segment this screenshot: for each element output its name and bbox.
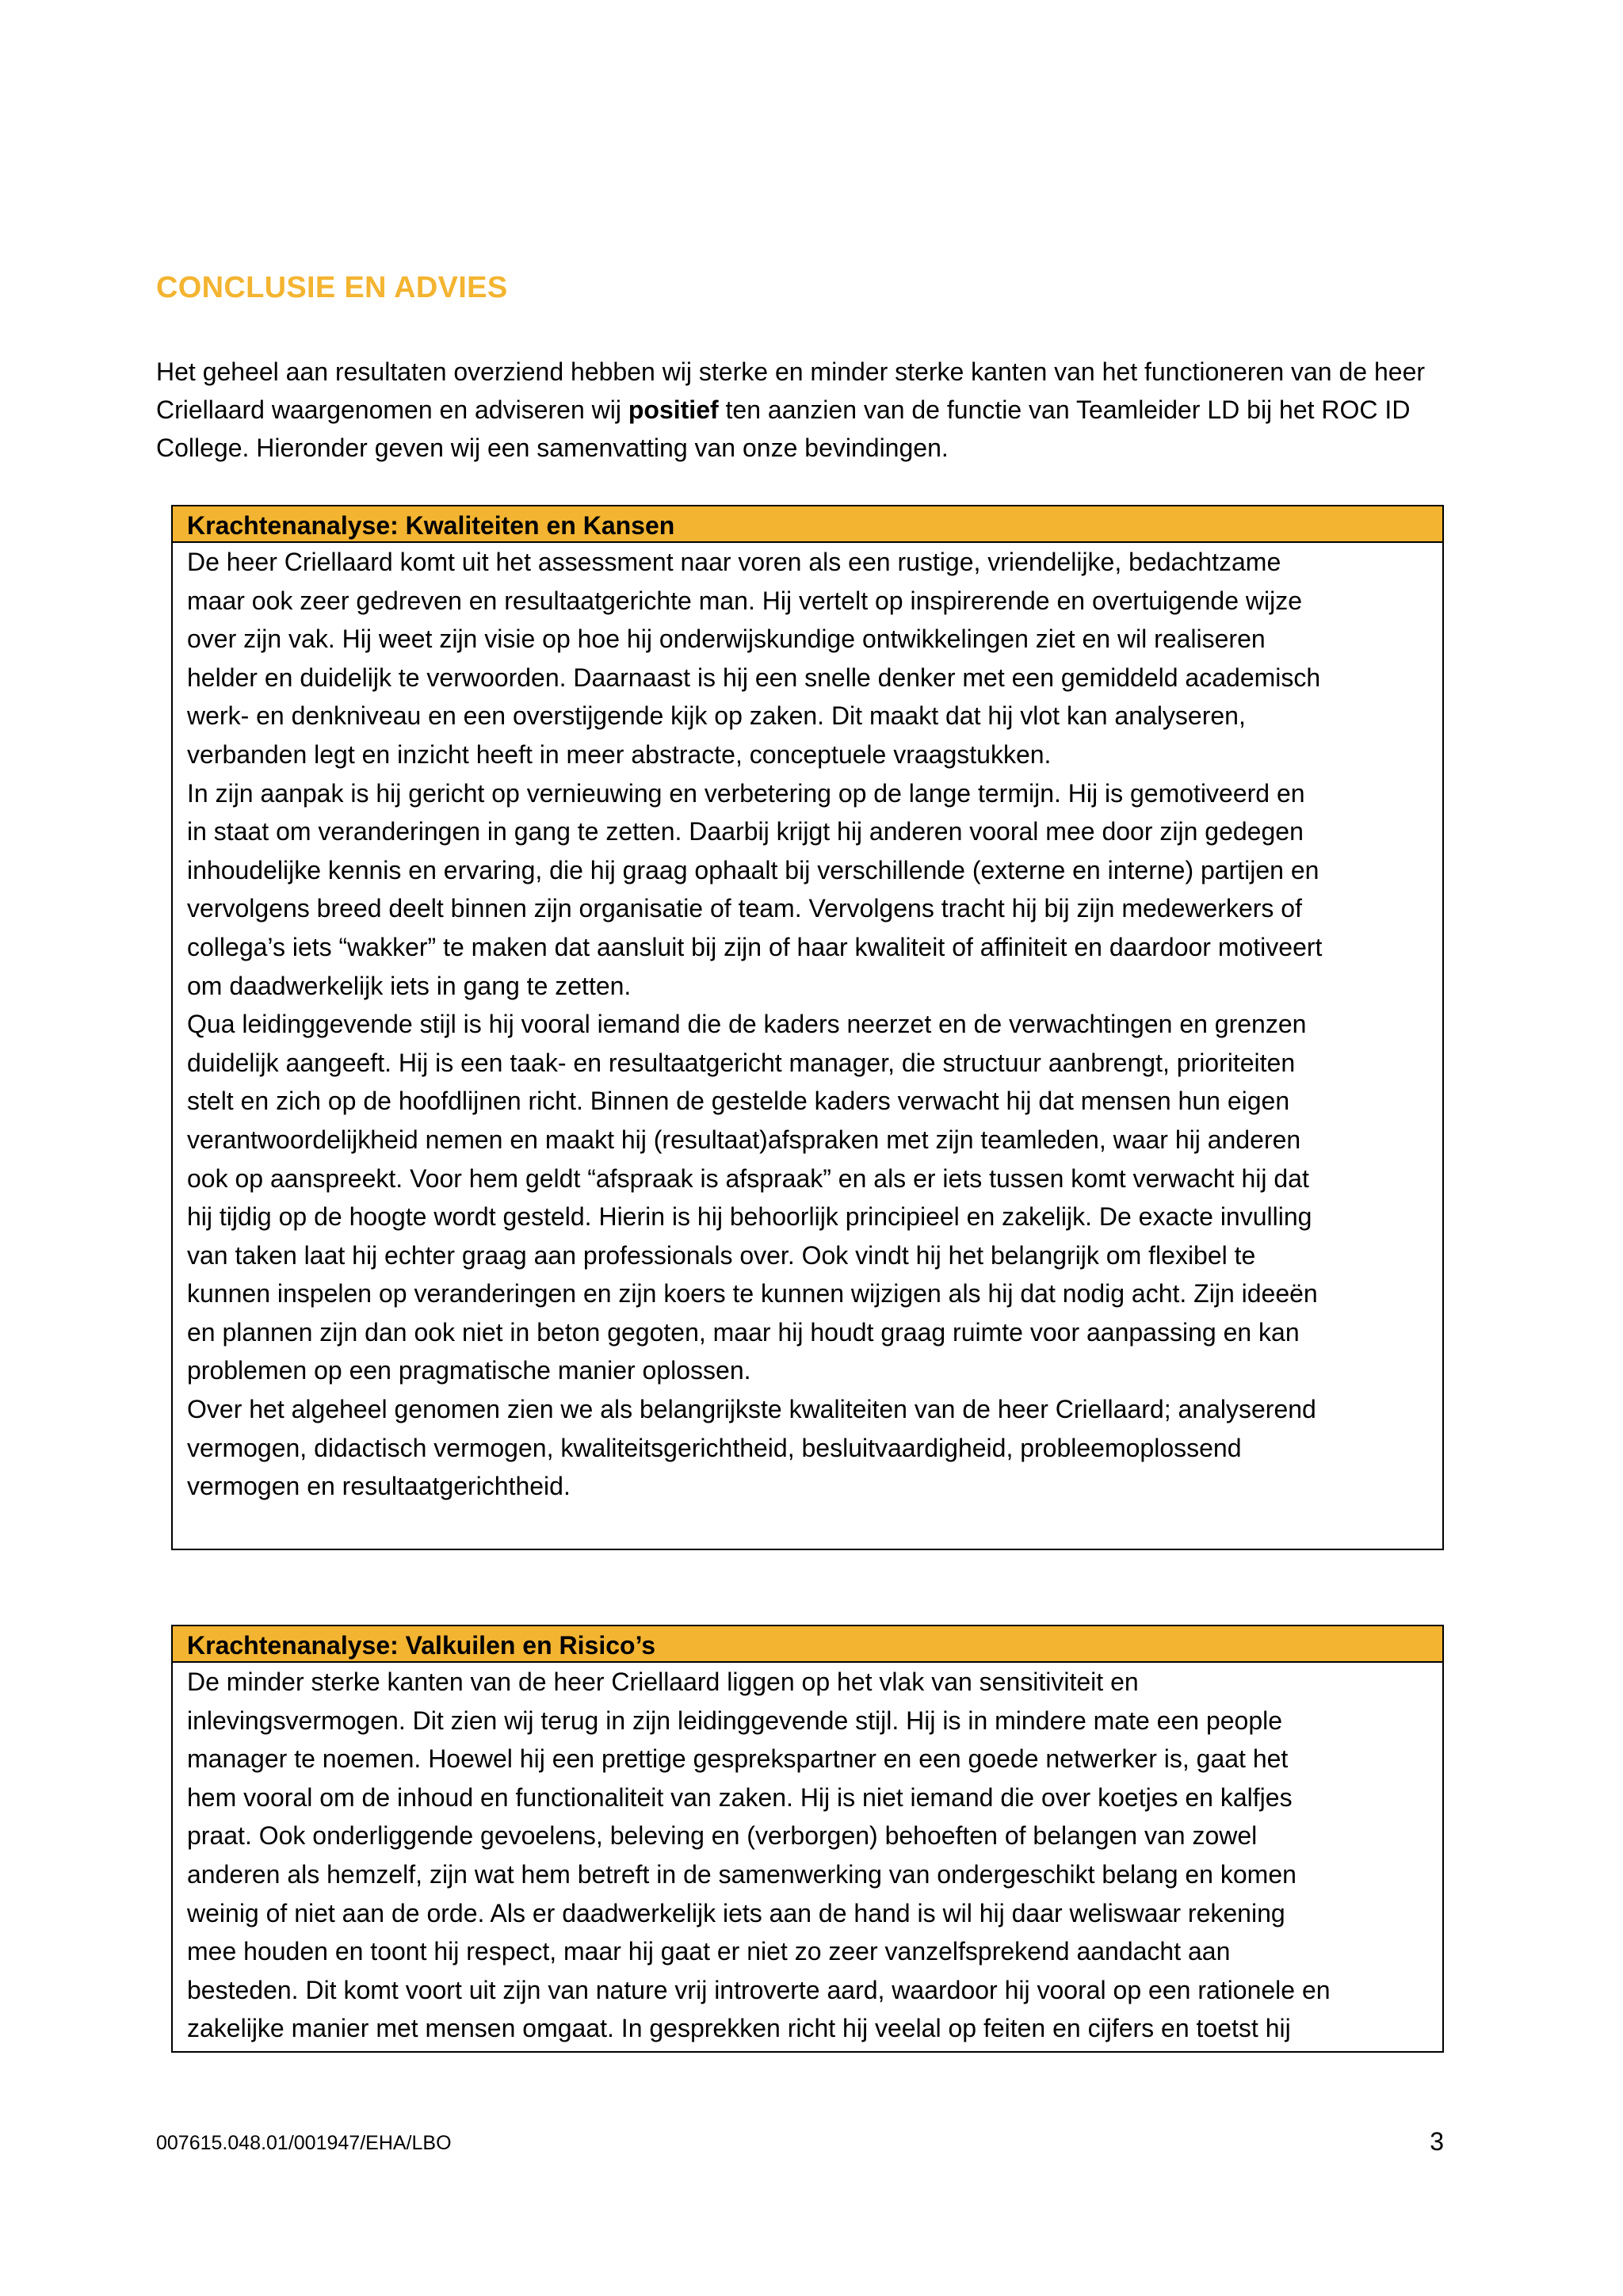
- strengths-paragraph-1: [187, 543, 1428, 774]
- text-line: manager te noemen. Hoewel hij een prettige gesprekspartner en een goede netwerker is, gaat het: [187, 1744, 1289, 1774]
- text-line: inlevingsvermogen. Dit zien wij terug in zijn leidinggevende stijl. Hij is in mindere mate een people: [187, 1706, 1283, 1735]
- text-line: De minder sterke kanten van de heer Criellaard liggen op het vlak van sensitiviteit en: [187, 1668, 1139, 1696]
- page-number: 3: [1430, 2127, 1444, 2156]
- text-line: praat. Ook onderliggende gevoelens, beleving en (verborgen) behoeften of belangen van zowel: [187, 1821, 1258, 1851]
- strengths-box-body: [173, 543, 1442, 1506]
- text-line: ook op aanspreekt. Voor hem geldt “afspraak is afspraak” en als er iets tussen komt verwacht hij dat: [187, 1163, 1309, 1193]
- intro-text-before: Het geheel aan resultaten overziend hebben wij sterke en minder sterke kanten van het functioneren van de heer Criellaard waargenomen en adviseren wij: [156, 357, 1426, 424]
- document-reference: 007615.048.01/001947/EHA/LBO: [156, 2132, 452, 2154]
- text-line: hij tijdig op de hoogte wordt gesteld. Hierin is hij behoorlijk principieel en zakelijk. De exacte invulling: [187, 1202, 1312, 1232]
- text-line: Over het algeheel genomen zien we als belangrijkste kwaliteiten van de heer Criellaard; analyserend: [187, 1395, 1316, 1424]
- text-line: De heer Criellaard komt uit het assessment naar voren als een rustige, vriendelijke, bedachtzame: [187, 548, 1281, 576]
- text-line: weinig of niet aan de orde. Als er daadwerkelijk iets aan de hand is wil hij daar weliswaar rekening: [187, 1898, 1285, 1927]
- pitfalls-paragraph: [187, 1663, 1428, 2048]
- text-line: inhoudelijke kennis en ervaring, die hij graag ophaalt bij verschillende (externe en interne) partijen en: [187, 855, 1319, 884]
- text-line: vermogen en resultaatgerichtheid.: [187, 1472, 571, 1501]
- strengths-paragraph-4: [187, 1390, 1428, 1506]
- text-line: collega’s iets “wakker” te maken dat aansluit bij zijn of haar kwaliteit of affiniteit en daardoor motiveert: [187, 932, 1323, 961]
- text-line: stelt en zich op de hoofdlijnen richt. Binnen de gestelde kaders verwacht hij dat mensen hun eigen: [187, 1087, 1290, 1116]
- text-line: en plannen zijn dan ook niet in beton gegoten, maar hij houdt graag ruimte voor aanpassing en kan: [187, 1317, 1300, 1347]
- text-line: hem vooral om de inhoud en functionaliteit van zaken. Hij is niet iemand die over koetjes en kalfjes: [187, 1782, 1293, 1812]
- text-line: verbanden legt en inzicht heeft in meer abstracte, conceptuele vraagstukken.: [187, 739, 1052, 769]
- text-line: om daadwerkelijk iets in gang te zetten.: [187, 971, 632, 1000]
- text-line: vervolgens breed deelt binnen zijn organisatie of team. Vervolgens tracht hij bij zijn medewerkers of: [187, 894, 1302, 923]
- text-line: besteden. Dit komt voort uit zijn van nature vrij introverte aard, waardoor hij vooral op een rationele en: [187, 1975, 1331, 2004]
- intro-paragraph: [156, 353, 1456, 467]
- text-line: kunnen inspelen op veranderingen en zijn koers te kunnen wijzigen als hij dat nodig acht. Zijn ideeën: [187, 1279, 1318, 1308]
- pitfalls-box-body: [173, 1663, 1442, 2048]
- section-heading: CONCLUSIE EN ADVIES: [156, 271, 508, 304]
- text-line: over zijn vak. Hij weet zijn visie op hoe hij onderwijskundige ontwikkelingen ziet en wil realiseren: [187, 625, 1266, 654]
- strengths-box: [171, 505, 1444, 1550]
- strengths-paragraph-3: [187, 1005, 1428, 1390]
- text-line: anderen als hemzelf, zijn wat hem betreft in de samenwerking van ondergeschikt belang en komen: [187, 1859, 1296, 1889]
- pitfalls-box: [171, 1625, 1444, 2053]
- text-line: zakelijke manier met mensen omgaat. In gesprekken richt hij veelal op feiten en cijfers en toetst hij: [187, 2014, 1291, 2043]
- strengths-box-title: Krachtenanalyse: Kwaliteiten en Kansen: [173, 506, 1442, 543]
- pitfalls-box-title: Krachtenanalyse: Valkuilen en Risico’s: [173, 1626, 1442, 1663]
- text-line: verantwoordelijkheid nemen en maakt hij (resultaat)afspraken met zijn teamleden, waar hij anderen: [187, 1125, 1301, 1154]
- text-line: van taken laat hij echter graag aan professionals over. Ook vindt hij het belangrijk om flexibel te: [187, 1240, 1256, 1270]
- text-line: maar ook zeer gedreven en resultaatgerichte man. Hij vertelt op inspirerende en overtuigende wijze: [187, 586, 1302, 615]
- intro-text-after: ten aanzien van de functie van Teamleider LD bij het ROC ID College. Hieronder geven wij een samenvatting van onze bevindingen.: [156, 395, 1411, 462]
- text-line: mee houden en toont hij respect, maar hij gaat er niet zo zeer vanzelfsprekend aandacht aan: [187, 1937, 1231, 1966]
- text-line: duidelijk aangeeft. Hij is een taak- en resultaatgericht manager, die structuur aanbrengt, prioriteiten: [187, 1048, 1296, 1077]
- text-line: Qua leidinggevende stijl is hij vooral iemand die de kaders neerzet en de verwachtingen en grenzen: [187, 1010, 1307, 1039]
- text-line: in staat om veranderingen in gang te zetten. Daarbij krijgt hij anderen vooral mee door zijn gedegen: [187, 817, 1304, 846]
- text-line: werk- en denkniveau en een overstijgende kijk op zaken. Dit maakt dat hij vlot kan analyseren,: [187, 701, 1246, 731]
- text-line: In zijn aanpak is hij gericht op vernieuwing en verbetering op de lange termijn. Hij is gemotiveerd en: [187, 778, 1305, 808]
- strengths-paragraph-2: [187, 774, 1428, 1006]
- text-line: problemen op een pragmatische manier oplossen.: [187, 1356, 751, 1385]
- text-line: vermogen, didactisch vermogen, kwaliteitsgerichtheid, besluitvaardigheid, probleemoplossend: [187, 1433, 1242, 1462]
- text-line: helder en duidelijk te verwoorden. Daarnaast is hij een snelle denker met een gemiddeld academisch: [187, 663, 1321, 692]
- intro-advice-bold: positief: [628, 395, 719, 424]
